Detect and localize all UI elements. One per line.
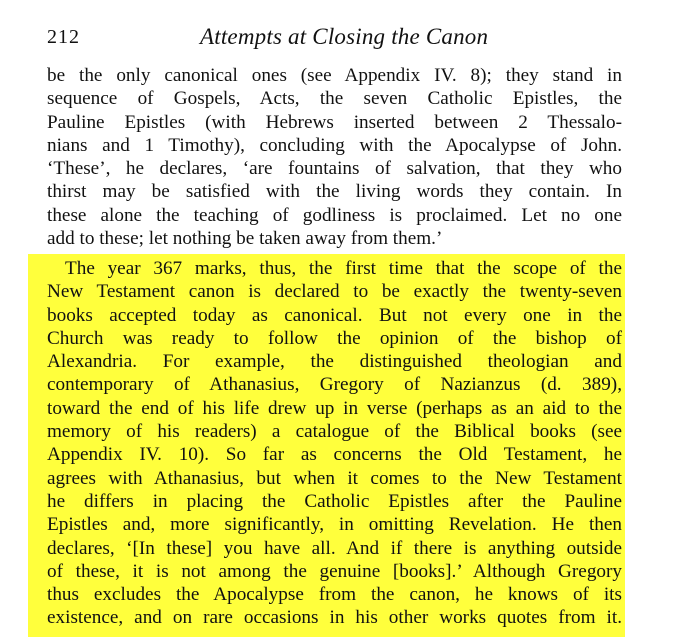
text-line: existence, and on rare occasions in his other works quotes from it. (47, 607, 622, 629)
text-line: Alexandria. For example, the distinguished theologian and (47, 351, 622, 373)
text-line: memory of his readers) a catalogue of the Biblical books (see (47, 421, 622, 443)
text-line: books accepted today as canonical. But not every one in the (47, 304, 622, 326)
highlighted-paragraph (47, 257, 622, 630)
text-line: nians and 1 Timothy), concluding with the Apocalypse of John. (47, 134, 622, 156)
text-line: ‘These’, he declares, ‘are fountains of salvation, that they who (47, 158, 622, 180)
text-line: sequence of Gospels, Acts, the seven Catholic Epistles, the (47, 88, 622, 110)
text-line: declares, ‘[In these] you have all. And if there is anything outside (47, 537, 622, 559)
text-line: thus excludes the Apocalypse from the canon, he knows of its (47, 584, 622, 606)
text-line: The year 367 marks, thus, the first time that the scope of the (65, 258, 622, 279)
page-header (47, 20, 622, 54)
text-line: these alone the teaching of godliness is proclaimed. Let no one (47, 204, 622, 226)
page-number: 212 (47, 26, 80, 48)
text-line: Church was ready to follow the opinion of the bishop of (47, 327, 622, 349)
text-line: New Testament canon is declared to be exactly the twenty-seven (47, 281, 622, 303)
running-title: Attempts at Closing the Canon (200, 24, 489, 49)
text-line: contemporary of Athanasius, Gregory of Nazianzus (d. 389), (47, 374, 622, 396)
text-line: of these, it is not among the genuine [books].’ Although Gregory (47, 560, 622, 582)
text-line: Epistles and, more significantly, in omitting Revelation. He then (47, 514, 622, 536)
paragraph-continued (47, 64, 622, 250)
text-line: toward the end of his life drew up in verse (perhaps as an aid to the (47, 397, 622, 419)
text-line: Pauline Epistles (with Hebrews inserted between 2 Thessalo- (47, 111, 622, 133)
text-line: add to these; let nothing be taken away from them.’ (47, 228, 443, 250)
text-line: be the only canonical ones (see Appendix IV. 8); they stand in (47, 65, 622, 86)
text-line: agrees with Athanasius, but when it comes to the New Testament (47, 467, 622, 489)
text-line: Appendix IV. 10). So far as concerns the Old Testament, he (47, 444, 622, 466)
text-line: he differs in placing the Catholic Epistles after the Pauline (47, 490, 622, 512)
text-line: thirst may be satisfied with the living words they contain. In (47, 181, 622, 203)
